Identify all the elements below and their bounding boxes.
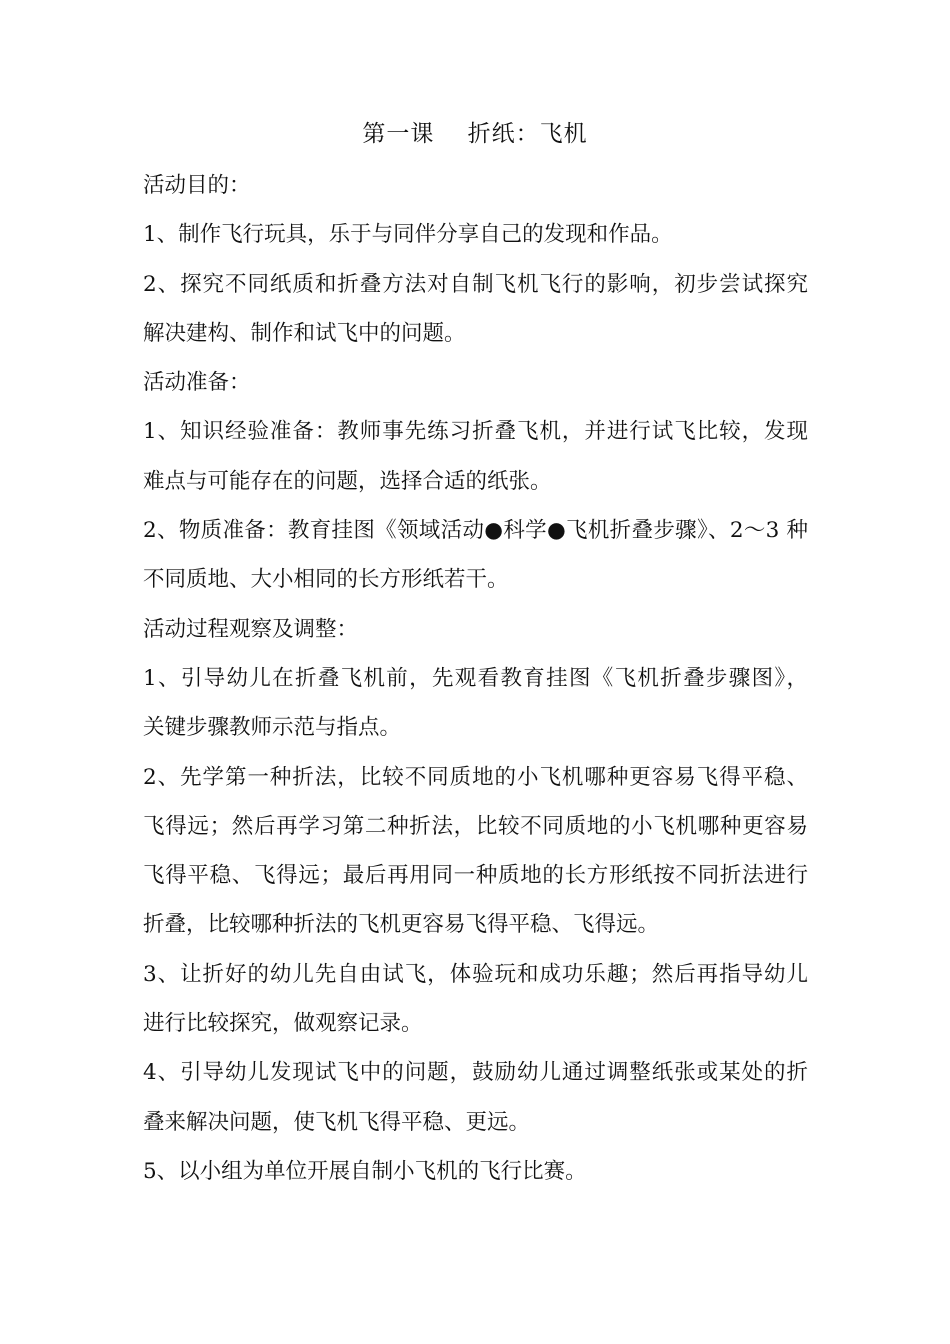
document-body <box>143 168 808 1203</box>
text-line: 3、让折好的幼儿先自由试飞，体验玩和成功乐趣；然后再指导幼儿 <box>143 961 808 987</box>
text-line: 难点与可能存在的问题，选择合适的纸张。 <box>143 468 552 494</box>
text-line: 活动准备： <box>143 370 251 396</box>
text-line: 2、物质准备：教育挂图《领域活动●科学●飞机折叠步骤》、2～3 种 <box>143 518 808 544</box>
text-line: 4、引导幼儿发现试飞中的问题，鼓励幼儿通过调整纸张或某处的折 <box>143 1060 808 1086</box>
text-line: 进行比较探究，做观察记录。 <box>143 1011 423 1037</box>
text-line: 1、引导幼儿在折叠飞机前，先观看教育挂图《飞机折叠步骤图》， <box>143 665 808 691</box>
text-line: 2、探究不同纸质和折叠方法对自制飞机飞行的影响，初步尝试探究 <box>143 271 808 297</box>
text-line: 解决建构、制作和试飞中的问题。 <box>143 320 466 346</box>
text-line: 活动目的： <box>143 173 251 198</box>
text-line: 不同质地、大小相同的长方形纸若干。 <box>143 567 509 593</box>
text-line: 活动过程观察及调整： <box>143 616 359 642</box>
text-line: 飞得平稳、飞得远；最后再用同一种质地的长方形纸按不同折法进行 <box>143 863 808 889</box>
text-line: 5、以小组为单位开展自制小飞机的飞行比赛。 <box>143 1158 587 1184</box>
text-line: 关键步骤教师示范与指点。 <box>143 715 402 741</box>
text-line: 飞得远；然后再学习第二种折法，比较不同质地的小飞机哪种更容易 <box>143 813 808 839</box>
text-line: 叠来解决问题，使飞机飞得平稳、更远。 <box>143 1109 531 1135</box>
text-line: 折叠，比较哪种折法的飞机更容易飞得平稳、飞得远。 <box>143 912 660 938</box>
lesson-title: 第一课 折纸：飞机 <box>362 121 588 147</box>
text-line: 2、先学第一种折法，比较不同质地的小飞机哪种更容易飞得平稳、 <box>143 764 808 790</box>
text-line: 1、知识经验准备：教师事先练习折叠飞机，并进行试飞比较，发现 <box>143 419 808 445</box>
text-line: 1、制作飞行玩具，乐于与同伴分享自己的发现和作品。 <box>143 222 673 248</box>
